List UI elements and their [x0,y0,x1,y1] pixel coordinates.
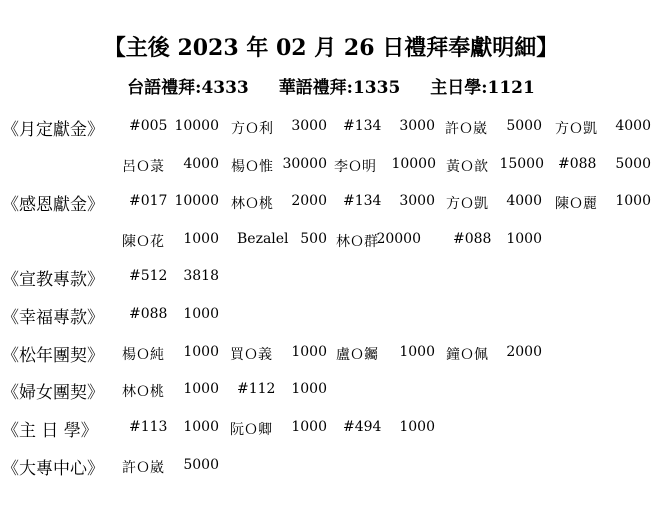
donor-amount: 10000 [391,156,436,172]
donor-name: #112 [237,381,276,397]
donor-name: 李Ｏ明 [334,159,376,175]
category-row-thanks-cont [0,228,662,254]
category-label: 《婦女團契》 [2,383,104,403]
category-label: 《月定獻金》 [2,120,104,140]
donor-amount: 1000 [615,193,651,209]
donor-amount: 10000 [174,118,219,134]
category-row-mission [0,265,662,291]
donor-amount: 1000 [506,231,542,247]
donor-amount: 10000 [174,193,219,209]
donor-amount: 5000 [183,457,219,473]
attendance-summary [0,73,662,98]
donor-name: 陳Ｏ花 [122,234,164,250]
donor-amount: 3818 [183,268,219,284]
donor-name: #088 [129,306,168,322]
donor-amount: 1000 [183,419,219,435]
donor-name: #017 [129,193,168,209]
donor-amount: 2000 [291,193,327,209]
donor-name: 買Ｏ義 [230,347,272,363]
category-row-college [0,454,662,480]
donor-name: 楊Ｏ純 [122,347,164,363]
donor-name: 方Ｏ凱 [446,196,488,212]
donor-name: 林Ｏ桃 [231,196,273,212]
donor-name: #088 [558,156,597,172]
donor-name: 許Ｏ崴 [122,460,164,476]
donor-amount: 5000 [615,156,651,172]
page-title: 【主後 2023 年 02 月 26 日禮拜奉獻明細】 [103,35,559,61]
donor-name: 林Ｏ群 [336,234,378,250]
donor-amount: 20000 [376,231,421,247]
donor-name: #113 [129,419,168,435]
donor-amount: 1000 [183,231,219,247]
donor-amount: 5000 [506,118,542,134]
donor-name: 盧Ｏ钃 [336,347,378,363]
donor-name: 楊Ｏ惟 [231,159,273,175]
donor-name: 黃Ｏ歆 [446,159,488,175]
donor-amount: 4000 [615,118,651,134]
donor-amount: 1000 [291,344,327,360]
attendance-sunday-school: 主日學:1121 [430,78,535,98]
donor-name: #134 [343,193,382,209]
donor-name: #005 [129,118,168,134]
donor-name: 許Ｏ崴 [445,121,487,137]
donor-name: 阮Ｏ卿 [230,422,272,438]
category-row-women [0,378,662,404]
category-label: 《幸福專款》 [2,308,104,328]
donor-name: #494 [343,419,382,435]
category-label: 《大專中心》 [2,459,104,479]
donor-name: 鐘Ｏ佩 [446,347,488,363]
donor-amount: 30000 [282,156,327,172]
donor-name: #512 [129,268,168,284]
donor-name: #134 [343,118,382,134]
category-label: 《感恩獻金》 [2,195,104,215]
category-label: 《松年團契》 [2,346,104,366]
donor-amount: 2000 [506,344,542,360]
donor-amount: 15000 [499,156,544,172]
donor-amount: 1000 [291,419,327,435]
donor-name: 方Ｏ利 [231,121,273,137]
donor-amount: 1000 [291,381,327,397]
donor-amount: 1000 [399,419,435,435]
category-row-monthly-cont [0,153,662,179]
donor-amount: 4000 [183,156,219,172]
donor-amount: 1000 [183,344,219,360]
donor-amount: 3000 [399,193,435,209]
category-row-pine [0,341,662,367]
donor-amount: 1000 [183,306,219,322]
donor-name: 呂Ｏ菉 [122,159,164,175]
donor-amount: 500 [300,231,327,247]
donor-name: #088 [453,231,492,247]
donor-name: Bezalel [237,231,289,247]
category-label: 《宣教專款》 [2,270,104,290]
category-label: 《主 日 學》 [2,421,98,441]
attendance-taiwanese: 台語禮拜:4333 [127,78,249,98]
donor-amount: 3000 [399,118,435,134]
category-row-monthly [0,115,662,141]
donor-name: 陳Ｏ麗 [555,196,597,212]
donor-amount: 4000 [506,193,542,209]
donor-amount: 1000 [183,381,219,397]
category-row-sunday-school [0,416,662,442]
category-row-blessing [0,303,662,329]
donor-amount: 3000 [291,118,327,134]
donor-name: 林Ｏ桃 [122,384,164,400]
donor-name: 方Ｏ凱 [555,121,597,137]
category-row-thanks [0,190,662,216]
attendance-mandarin: 華語禮拜:1335 [278,78,401,98]
donor-amount: 1000 [399,344,435,360]
